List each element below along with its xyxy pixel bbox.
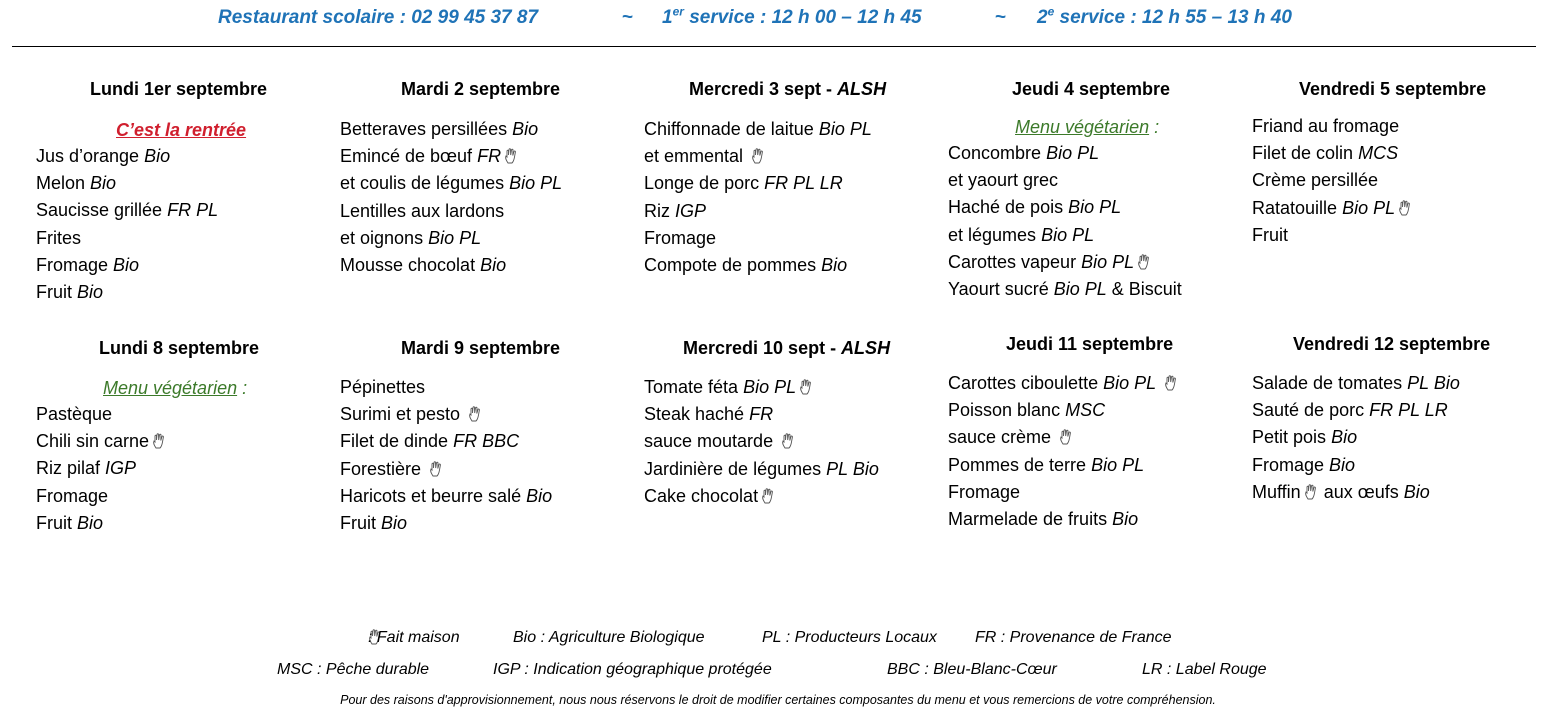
list-item [948,397,1179,424]
dish: Marmelade de fruits [948,509,1108,530]
list-item [948,479,1179,506]
dish-tag: Bio [480,255,507,276]
list-item [948,222,1182,249]
header-separator: ~ [622,7,634,28]
service-2-sup: e [1047,4,1055,19]
list-item [36,197,218,224]
menu-mardi-9 [340,374,552,537]
fait-maison-icon [1059,426,1074,442]
menu-mercredi-10 [644,374,879,510]
dish-tag: FR PL [167,200,219,221]
list-item [36,279,218,306]
list-item [340,456,552,483]
list-item [36,483,167,510]
dish-tag: PL Bio [1407,373,1460,393]
list-item [340,428,552,455]
dish: Filet de colin [1252,143,1354,164]
dish-tag: Bio PL [1068,197,1122,218]
list-item [948,249,1182,276]
dish-tag: FR PL LR [1369,400,1448,421]
dish: Forestière [340,458,422,479]
dish: Fromage [36,254,109,275]
dish-tag: FR BBC [453,431,520,452]
fait-maison-icon [504,145,519,161]
service-1 [662,4,922,32]
alsh-tag: ALSH [837,79,887,99]
menu-jeudi-11 [948,370,1179,533]
dish-tag: Bio PL [1103,373,1157,393]
dish-tag: Bio [1329,454,1356,475]
dish: et yaourt grec [948,170,1059,191]
list-item [644,116,872,143]
dish-tag: IGP [105,458,137,479]
dish-tag: MCS [1358,143,1399,164]
dish: Fruit [340,513,376,534]
dish: Betteraves persillées [340,119,508,139]
dish: Emincé de bœuf [340,146,473,167]
dish: sauce crème [948,427,1052,448]
service-1-sup: er [672,4,684,19]
note-vegetarien-1 [1015,116,1159,138]
dish: Salade de tomates [1252,373,1403,393]
dish: Mousse chocolat [340,255,476,276]
dish-tag: Bio [77,512,104,533]
dish: Riz [644,200,670,221]
list-item [1252,370,1460,397]
dish: Fromage [644,227,717,248]
dish: Crème persillée [1252,170,1379,191]
service-2-num: 2 [1037,7,1048,28]
legend-bbc: BBC : Bleu-Blanc-Cœur [887,661,1057,678]
list-item [644,198,872,225]
dish-tag: Bio PL [1091,454,1145,475]
dish: Steak haché [644,404,745,425]
dish: Poisson blanc [948,400,1061,421]
header-divider [12,46,1536,47]
dish-tag: Bio [526,485,553,506]
list-item [948,194,1182,221]
dish-tag: Bio PL [1342,197,1396,218]
dish-tag: Bio PL [509,173,563,194]
note-colon: : [1149,117,1160,137]
list-item [1252,479,1460,506]
dish: Jardinière de légumes [644,458,822,479]
dish: Fruit [1252,224,1288,245]
dish: Haricots et beurre salé [340,485,522,506]
dish: Muffin [1252,481,1301,502]
restaurant-phone: Restaurant scolaire : 02 99 45 37 87 [218,7,539,28]
dish: et coulis de légumes [340,173,505,194]
dish-tag: Bio PL [1081,251,1135,272]
list-item [1252,452,1460,479]
service-2 [1037,4,1292,32]
list-item [340,252,562,279]
menu-vendredi-12 [1252,370,1460,506]
dish-tag: Bio [113,254,140,275]
list-item [644,252,872,279]
dish: Fromage [36,485,109,506]
header-bar [0,4,1556,34]
list-item [1252,195,1413,222]
list-item [340,198,562,225]
list-item [36,143,218,170]
list-item [644,428,879,455]
dish-tag: MSC [1065,400,1106,421]
header-separator-2: ~ [995,7,1007,28]
day-title-vendredi-5: Vendredi 5 septembre [1299,79,1487,99]
fait-maison-icon [799,376,814,392]
fait-maison-icon [429,458,444,474]
list-item [1252,167,1413,194]
disclaimer: Pour des raisons d'approvisionnement, nous nous réservons le droit de modifier certaines composantes du menu et vous remercions de votre compréhension. [340,693,1216,707]
dish: Carottes vapeur [948,251,1077,272]
dish: Friand au fromage [1252,116,1400,136]
dish-tag: Bio PL [743,377,797,397]
dish-tag: Bio [90,173,117,194]
note-colon: : [237,378,248,398]
list-item [948,276,1182,303]
list-item [644,374,879,401]
list-item [36,170,218,197]
day-title-mercredi-10 [683,337,890,359]
menu-mardi-2 [340,116,562,279]
day-title-jeudi-4: Jeudi 4 septembre [1012,79,1171,99]
dish: Melon [36,173,86,194]
list-item [1252,140,1413,167]
day-title-mardi-9: Mardi 9 septembre [401,338,561,358]
dish-tag: Bio [821,255,848,276]
dish: Concombre [948,143,1042,163]
list-item [36,428,167,455]
day-title-mardi-2: Mardi 2 septembre [401,79,561,99]
menu-lundi-1 [36,143,218,306]
dish: Riz pilaf [36,458,101,479]
fait-maison-icon [781,430,796,446]
legend-igp: IGP : Indication géographique protégée [493,661,772,678]
fait-maison-icon [1137,251,1152,267]
note-text: Menu végétarien [1015,117,1150,137]
note-vegetarien-2 [103,377,247,399]
fait-maison-icon [1304,481,1319,497]
dish: Fruit [36,512,72,533]
dish-tag: FR [749,404,774,425]
list-item [340,225,562,252]
dish: et légumes [948,224,1037,245]
list-item [36,252,218,279]
list-item [340,143,562,170]
dish-tag: FR PL LR [764,173,843,194]
dish: Fromage [1252,454,1325,475]
dish: Yaourt sucré [948,279,1049,300]
list-item [644,143,872,170]
list-item [644,225,872,252]
dish: Pastèque [36,404,113,424]
dish: Saucisse grillée [36,200,163,221]
dish: Haché de pois [948,197,1064,218]
list-item [340,170,562,197]
list-item [644,401,879,428]
dish-extra: aux œufs [1318,481,1399,502]
list-item [340,510,552,537]
dish: Chiffonnade de laitue [644,119,814,139]
list-item [340,374,552,401]
menu-lundi-8 [36,401,167,537]
dish: Surimi et pesto [340,404,461,425]
list-item [36,401,167,428]
list-item [948,506,1179,533]
service-1-time: service : 12 h 00 – 12 h 45 [683,7,922,28]
list-item [644,170,872,197]
list-item [948,452,1179,479]
dish-tag: Bio PL [1053,279,1107,300]
fait-maison-icon [1164,372,1179,388]
dish-tag: Bio PL [428,227,482,248]
dish: Pommes de terre [948,454,1087,475]
fait-maison-icon [1398,197,1413,213]
dish-tag: Bio [512,119,539,139]
dish: Tomate féta [644,377,739,397]
list-item [340,401,552,428]
dish: Fruit [36,282,72,303]
list-item [644,483,879,510]
dish: Frites [36,227,81,248]
dish: Ratatouille [1252,197,1338,218]
legend-fr: FR : Provenance de France [975,629,1172,646]
fait-maison-icon [751,145,766,161]
dish: Longe de porc [644,173,760,194]
list-item [1252,424,1460,451]
list-item [36,510,167,537]
list-item [1252,397,1460,424]
menu-mercredi-3 [644,116,872,279]
dish: sauce moutarde [644,431,774,452]
dish-tag: Bio [77,282,104,303]
dish-tag: IGP [675,200,707,221]
day-title-jeudi-11: Jeudi 11 septembre [1006,334,1174,354]
fait-maison-icon [152,430,167,446]
dish-tag: Bio PL [1041,224,1095,245]
dish: Sauté de porc [1252,400,1365,421]
dish: Petit pois [1252,427,1327,448]
dish-extra: & Biscuit [1106,279,1182,300]
day-title-text: Mercredi 10 sept - [683,338,842,358]
menu-vendredi-5 [1252,113,1413,249]
dish: Chili sin carne [36,431,150,452]
dish: Jus d’orange [36,146,140,166]
list-item [36,455,167,482]
list-item [948,370,1179,397]
day-title-mercredi-3 [689,78,886,100]
note-text: Menu végétarien [103,378,238,398]
legend-bio: Bio : Agriculture Biologique [513,629,705,646]
list-item [948,424,1179,451]
fait-maison-icon [761,485,776,501]
dish: Compote de pommes [644,255,817,276]
dish-tag: Bio [144,146,171,166]
dish: et oignons [340,227,424,248]
list-item [36,225,218,252]
service-1-num: 1 [662,7,673,28]
dish: Carottes ciboulette [948,373,1099,393]
day-title-vendredi-12: Vendredi 12 septembre [1293,334,1491,354]
day-title-lundi-8: Lundi 8 septembre [99,338,260,358]
dish: Cake chocolat [644,485,759,506]
dish: et emmental [644,146,744,167]
dish-tag: Bio PL [1046,143,1100,163]
list-item [340,116,562,143]
service-2-time: service : 12 h 55 – 13 h 40 [1054,7,1292,28]
alsh-tag: ALSH [841,338,891,358]
dish-tag: Bio [1112,509,1139,530]
legend-lr: LR : Label Rouge [1142,661,1267,678]
list-item [644,456,879,483]
list-item [340,483,552,510]
dish-tag: Bio [1403,481,1430,502]
list-item [1252,113,1413,140]
list-item [948,140,1182,167]
dish-tag: Bio [381,513,408,534]
dish-tag: PL Bio [826,458,879,479]
legend-msc: MSC : Pêche durable [277,661,430,678]
note-rentree: C’est la rentrée [116,120,247,140]
day-title-lundi-1: Lundi 1er septembre [90,79,268,99]
legend-pl: PL : Producteurs Locaux [762,629,937,646]
legend-fait-maison-text: : Fait maison [368,629,460,646]
dish: Fromage [948,481,1021,502]
fait-maison-icon [468,403,483,419]
dish-tag: FR [477,146,502,167]
dish-tag: Bio [1331,427,1358,448]
dish: Pépinettes [340,377,426,397]
list-item [1252,222,1413,249]
dish-tag: Bio PL [818,119,872,139]
day-title-text: Mercredi 3 sept - [689,79,838,99]
list-item [948,167,1182,194]
menu-jeudi-4 [948,140,1182,303]
dish: Filet de dinde [340,431,449,452]
dish: Lentilles aux lardons [340,200,505,221]
